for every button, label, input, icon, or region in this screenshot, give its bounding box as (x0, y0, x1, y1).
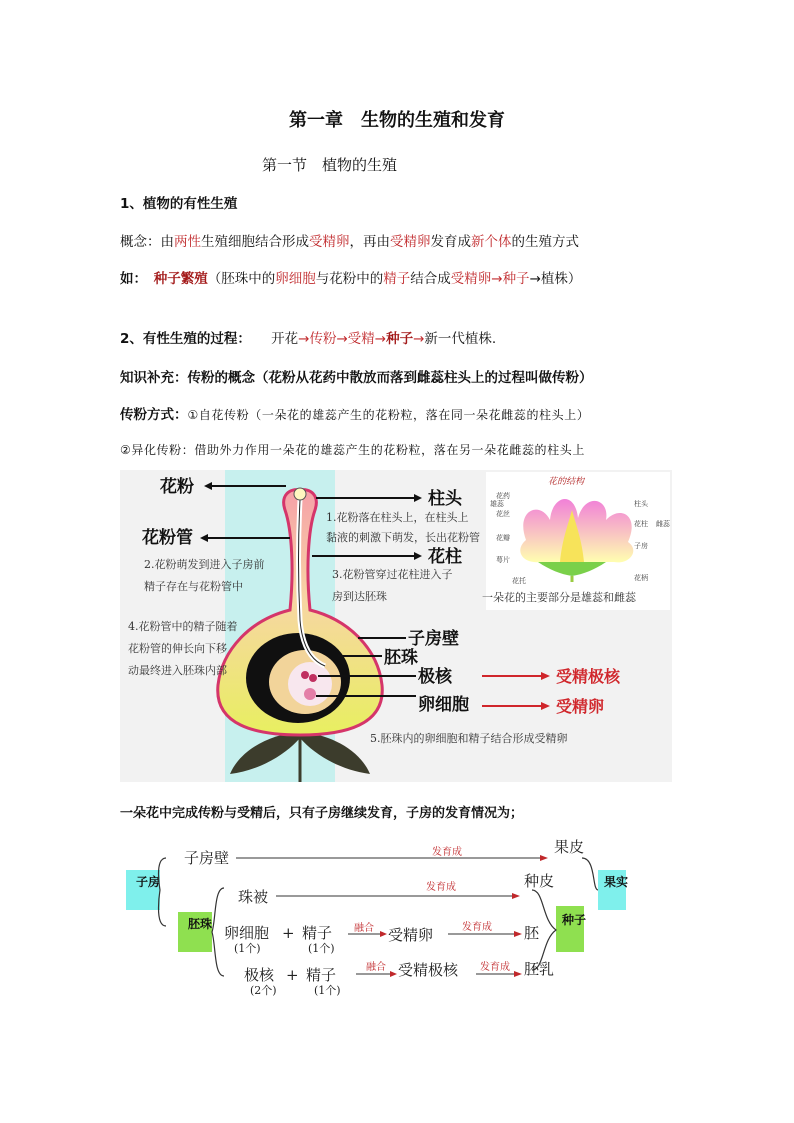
page-title: 第一章 生物的生殖和发育 (289, 110, 505, 131)
zygote-text: 受精卵 (388, 926, 434, 944)
svg-text:花丝: 花丝 (496, 510, 510, 518)
label-pollen: 花粉 (160, 477, 194, 497)
polar-text: 极核 (244, 966, 275, 984)
note3-line2: 房到达胚珠 (332, 590, 387, 603)
text-run: 2、有性生殖的过程： (120, 331, 272, 347)
text-run: ，再由 (349, 234, 390, 250)
label-polar-nuclei: 极核 (418, 667, 452, 687)
develop-3: 发育成 (462, 922, 492, 933)
text-run: 受精卵 (390, 234, 431, 250)
fertilized-polar-text: 受精极核 (398, 961, 459, 979)
inset-caption: 一朵花的主要部分是雄蕊和雌蕊 (482, 591, 636, 604)
label-pollen-tube: 花粉管 (142, 528, 193, 548)
integument-text: 珠被 (238, 888, 269, 906)
pollination-cross: ②异化传粉：借助外力作用一朵花的雄蕊产生的花粉粒，落在另一朵花雌蕊的柱头上 (120, 443, 585, 457)
note4-line3: 动最终进入胚珠内部 (128, 664, 227, 677)
label-fertilized-egg: 受精卵 (556, 697, 605, 716)
svg-text:花柄: 花柄 (634, 574, 648, 582)
pollination-self-line (120, 403, 589, 423)
heading-sexual-reproduction: 1、植物的有性生殖 (120, 196, 238, 212)
text-run: 卵细胞 (275, 271, 316, 287)
seed-coat-text: 种皮 (524, 872, 555, 890)
text-run: 种子 (386, 331, 414, 347)
fertilization-diagram (120, 470, 672, 782)
develop-2: 发育成 (426, 882, 456, 893)
note5: 5.胚珠内的卵细胞和精子结合形成受精卵 (370, 732, 568, 745)
text-run: 如： (120, 271, 154, 287)
pollen-grain (294, 488, 306, 500)
plus-2: + (286, 966, 299, 984)
text-run: 种子繁殖 (153, 271, 208, 287)
ovule-label: 胚珠 (188, 917, 213, 931)
text-run: 精子 (383, 271, 411, 287)
pollination-self: ①自花传粉（一朵花的雄蕊产生的花粉粒，落在同一朵花雌蕊的柱头上） (187, 408, 590, 422)
note3-line1: 3.花粉管穿过花柱进入子 (332, 568, 453, 581)
svg-text:子房: 子房 (634, 542, 648, 550)
text-run: 受精 (347, 331, 375, 347)
plus-1: + (282, 924, 295, 942)
text-run: →植株） (529, 271, 582, 287)
label-stigma: 柱头 (428, 489, 462, 509)
fuse-2: 融合 (366, 962, 386, 973)
text-run: 传粉 (309, 331, 337, 347)
polar-nucleus-2 (309, 674, 317, 682)
text-run: 两性 (174, 234, 201, 250)
note1-line2: 黏液的刺激下萌发，长出花粉管 (326, 531, 480, 544)
text-run: → (413, 331, 425, 347)
egg-text: 卵细胞 (224, 924, 270, 942)
pollination-label: 传粉方式： (120, 407, 188, 423)
text-run: 生殖细胞结合形成 (201, 234, 309, 250)
note4-line1: 4.花粉管中的精子随着 (128, 620, 238, 633)
sperm-count-2: (1个) (314, 984, 341, 997)
label-ovary-wall: 子房壁 (408, 629, 459, 649)
svg-text:柱头: 柱头 (634, 500, 648, 508)
text-run: → (491, 271, 503, 287)
note1-line1: 1.花粉落在柱头上，在柱头上 (326, 511, 469, 524)
ovary-wall-text: 子房壁 (184, 849, 230, 867)
inset-title: 花的结构 (548, 477, 585, 487)
fuse-1: 融合 (354, 923, 374, 934)
concept-line (120, 230, 579, 250)
example-line (120, 267, 581, 287)
text-run: 受精卵 (309, 234, 350, 250)
text-run: 种子 (502, 271, 530, 287)
section-subtitle: 第一节 植物的生殖 (262, 156, 398, 174)
seed-label: 种子 (562, 913, 587, 927)
svg-text:雄蕊: 雄蕊 (490, 500, 504, 508)
svg-text:花托: 花托 (512, 577, 526, 585)
endosperm-text: 胚乳 (524, 960, 555, 978)
egg-cell-dot (304, 688, 316, 700)
text-run: 新一代植株. (424, 331, 497, 347)
process-line (120, 327, 496, 347)
polar-nucleus-1 (301, 671, 309, 679)
note2-line2: 精子存在与花粉管中 (144, 580, 243, 593)
sperm-text-2: 精子 (306, 966, 337, 984)
svg-text:花药: 花药 (496, 492, 510, 500)
text-run: 新个体 (471, 234, 512, 250)
develop-1: 发育成 (432, 847, 462, 858)
text-run: → (374, 331, 387, 347)
text-run: 发育成 (430, 234, 471, 250)
svg-text:花柱: 花柱 (634, 520, 648, 528)
sperm-count-1: (1个) (308, 942, 335, 955)
text-run: 开花 (271, 331, 299, 347)
svg-text:雌蕊: 雌蕊 (656, 520, 670, 528)
text-run: 与花粉中的 (315, 271, 384, 287)
label-fertilized-polar: 受精极核 (556, 667, 621, 686)
inset-flower-structure (482, 472, 671, 610)
embryo-text: 胚 (524, 924, 540, 942)
label-egg-cell: 卵细胞 (418, 695, 469, 715)
svg-text:花瓣: 花瓣 (496, 534, 510, 542)
ovary-label-1: 子房 (136, 875, 161, 889)
label-ovule: 胚珠 (384, 648, 418, 668)
develop-4: 发育成 (480, 962, 510, 973)
text-run: 结合成 (410, 271, 451, 287)
sperm-text-1: 精子 (302, 924, 333, 942)
pericarp-text-1: 果皮 (554, 838, 585, 856)
supplement-line: 知识补充：传粉的概念（花粉从花药中散放而落到雌蕊柱头上的过程叫做传粉） (120, 370, 593, 386)
ovary-development-diagram (126, 830, 636, 1005)
text-run: → (298, 331, 310, 347)
egg-count: (1个) (234, 942, 261, 955)
note2-line1: 2.花粉萌发到进入子房前 (144, 558, 265, 571)
text-run: 概念：由 (120, 234, 174, 250)
svg-text:萼片: 萼片 (496, 556, 510, 564)
text-run: 的生殖方式 (511, 234, 579, 250)
text-run: （胚珠中的 (207, 271, 276, 287)
note4-line2: 花粉管的伸长向下移 (128, 642, 227, 655)
fruit-label: 果实 (604, 875, 629, 889)
label-style: 花柱 (428, 547, 462, 567)
polar-count: (2个) (250, 984, 277, 997)
text-run: 受精卵 (450, 271, 492, 287)
text-run: → (336, 331, 348, 347)
ovary-development-text: 一朵花中完成传粉与受精后，只有子房继续发育，子房的发育情况为； (120, 806, 524, 821)
